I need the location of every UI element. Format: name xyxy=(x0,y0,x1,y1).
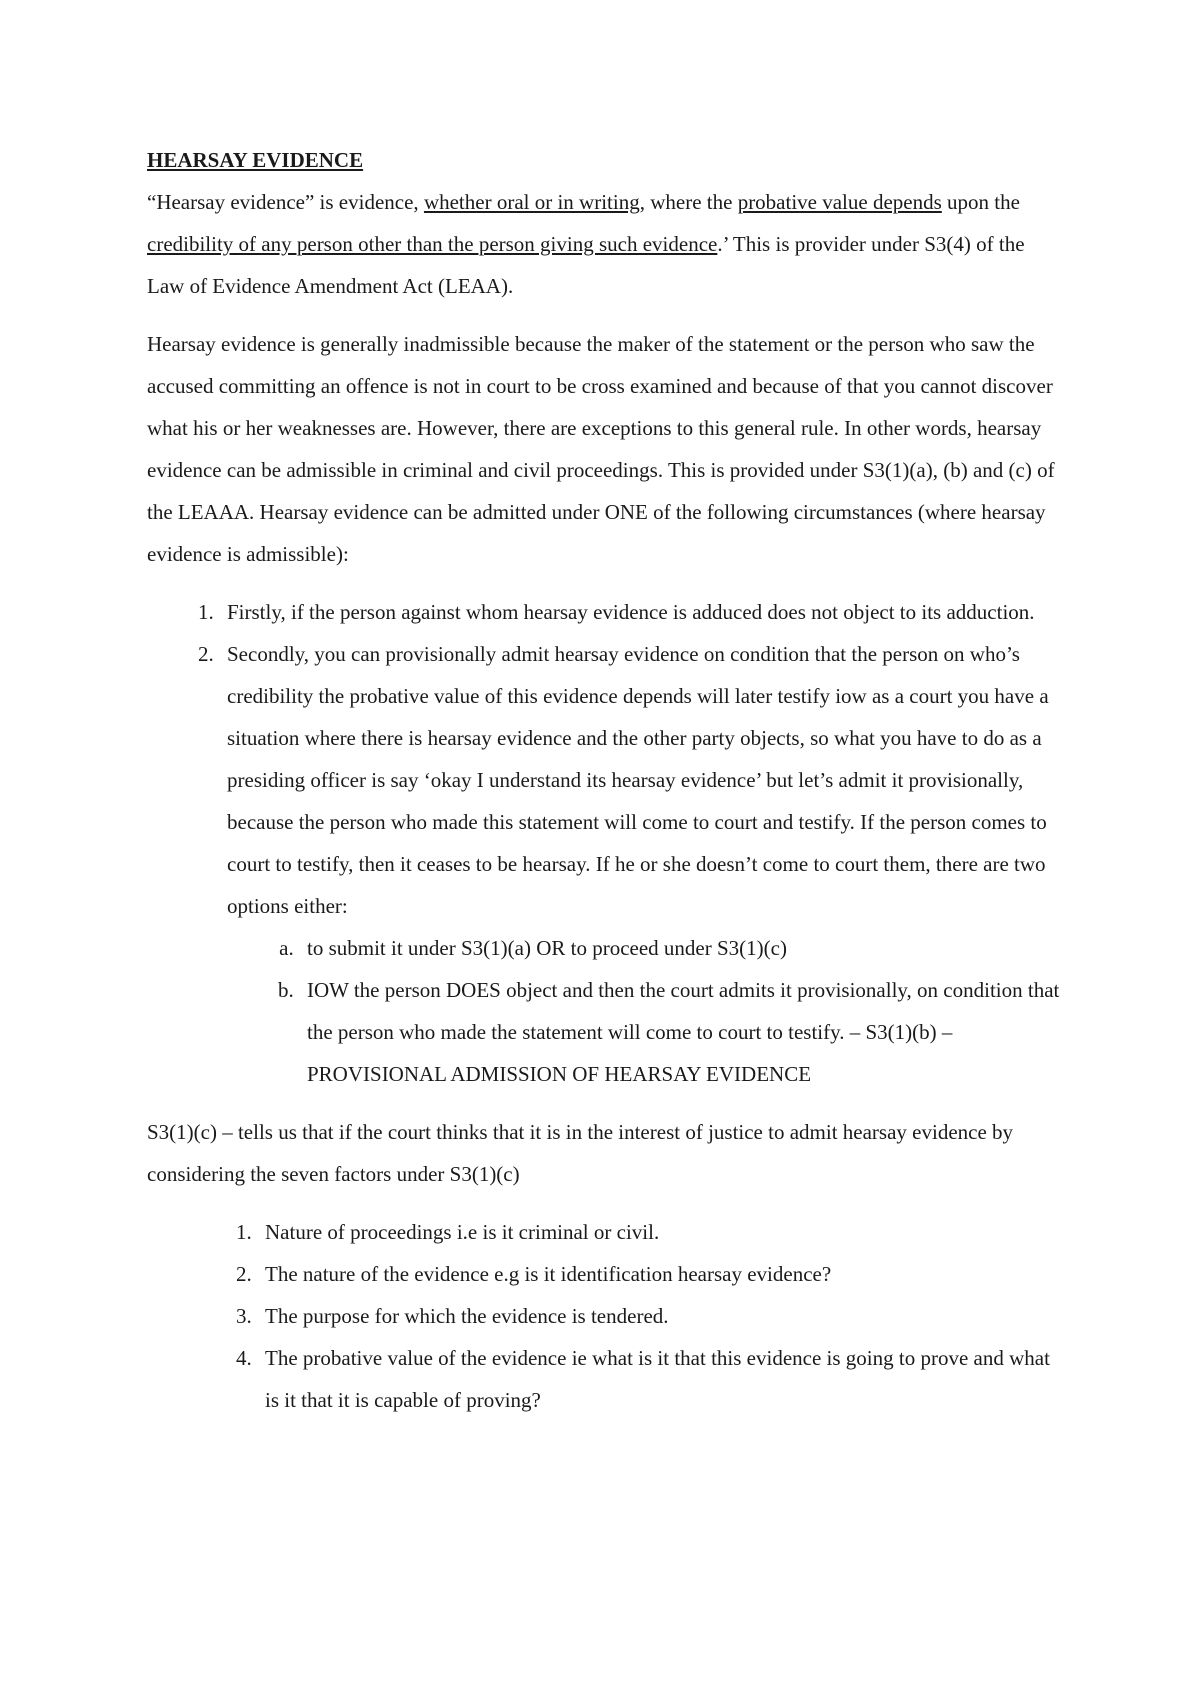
definition-underline-oral-writing: whether oral or in writing xyxy=(423,190,640,214)
document-title: HEARSAY EVIDENCE xyxy=(147,148,364,172)
definition-underline-credibility: credibility of any person other than the person giving such evidence xyxy=(147,232,718,256)
list-item xyxy=(257,1295,1067,1337)
inadmissibility-paragraph: Hearsay evidence is generally inadmissible because the maker of the statement or the person who saw the accused committing an offence is not in court to be cross examined and because of that you cannot discover what his or her weaknesses are. However, there are exceptions to this general rule. In other words, hearsay evidence can be admissible in criminal and civil proceedings. This is provided under S3(1)(a), (b) and (c) of the LEAAA. Hearsay evidence can be admitted under ONE of the following circumstances (where hearsay evidence is admissible): xyxy=(147,332,1055,566)
list-item xyxy=(257,1253,1067,1295)
definition-text-3: upon the xyxy=(941,190,1020,214)
factor-text: The nature of the evidence e.g is it identification hearsay evidence? xyxy=(265,1262,832,1286)
options-list xyxy=(227,927,1067,1095)
list-item xyxy=(299,969,1067,1095)
circumstance-text: Firstly, if the person against whom hearsay evidence is adduced does not object to its adduction. xyxy=(227,600,1035,624)
definition-underline-probative-value: probative value depends xyxy=(737,190,942,214)
list-item xyxy=(257,1211,1067,1253)
factor-text: The purpose for which the evidence is tendered. xyxy=(265,1304,669,1328)
definition-text-4: .’ This is provider under S3(4) of the Law of Evidence Amendment Act (LEAA). xyxy=(147,232,1025,298)
factors-list xyxy=(147,1211,1067,1421)
option-text: IOW the person DOES object and then the court admits it provisionally, on condition that the person who made the statement will come to court to testify. – S3(1)(b) – PROVISIONAL ADMISSION OF HEARSAY EVIDENCE xyxy=(307,978,1060,1086)
list-item xyxy=(219,633,1067,1095)
circumstances-list xyxy=(147,591,1067,1095)
list-item xyxy=(299,927,1067,969)
document-page xyxy=(147,143,1067,1421)
definition-paragraph xyxy=(147,181,1067,307)
factor-text: Nature of proceedings i.e is it criminal or civil. xyxy=(265,1220,660,1244)
definition-text-1: “Hearsay evidence” is evidence, xyxy=(147,190,424,214)
factor-text: The probative value of the evidence ie what is it that this evidence is going to prove and what is it that it is capable of proving? xyxy=(265,1346,1050,1412)
list-item xyxy=(219,591,1067,633)
list-item xyxy=(257,1337,1067,1421)
interest-of-justice-paragraph: S3(1)(c) – tells us that if the court thinks that it is in the interest of justice to admit hearsay evidence by considering the seven factors under S3(1)(c) xyxy=(147,1120,1014,1186)
circumstance-text: Secondly, you can provisionally admit hearsay evidence on condition that the person on who’s credibility the probative value of this evidence depends will later testify iow as a court you have a situation where there is hearsay evidence and the other party objects, so what you have to do as a presiding officer is say ‘okay I understand its hearsay evidence’ but let’s admit it provisionally, because the person who made this statement will come to court and testify. If the person comes to court to testify, then it ceases to be hearsay. If he or she doesn’t come to court them, there are two options either: xyxy=(227,642,1049,918)
option-text: to submit it under S3(1)(a) OR to proceed under S3(1)(c) xyxy=(307,936,787,960)
definition-text-2: , where the xyxy=(639,190,738,214)
